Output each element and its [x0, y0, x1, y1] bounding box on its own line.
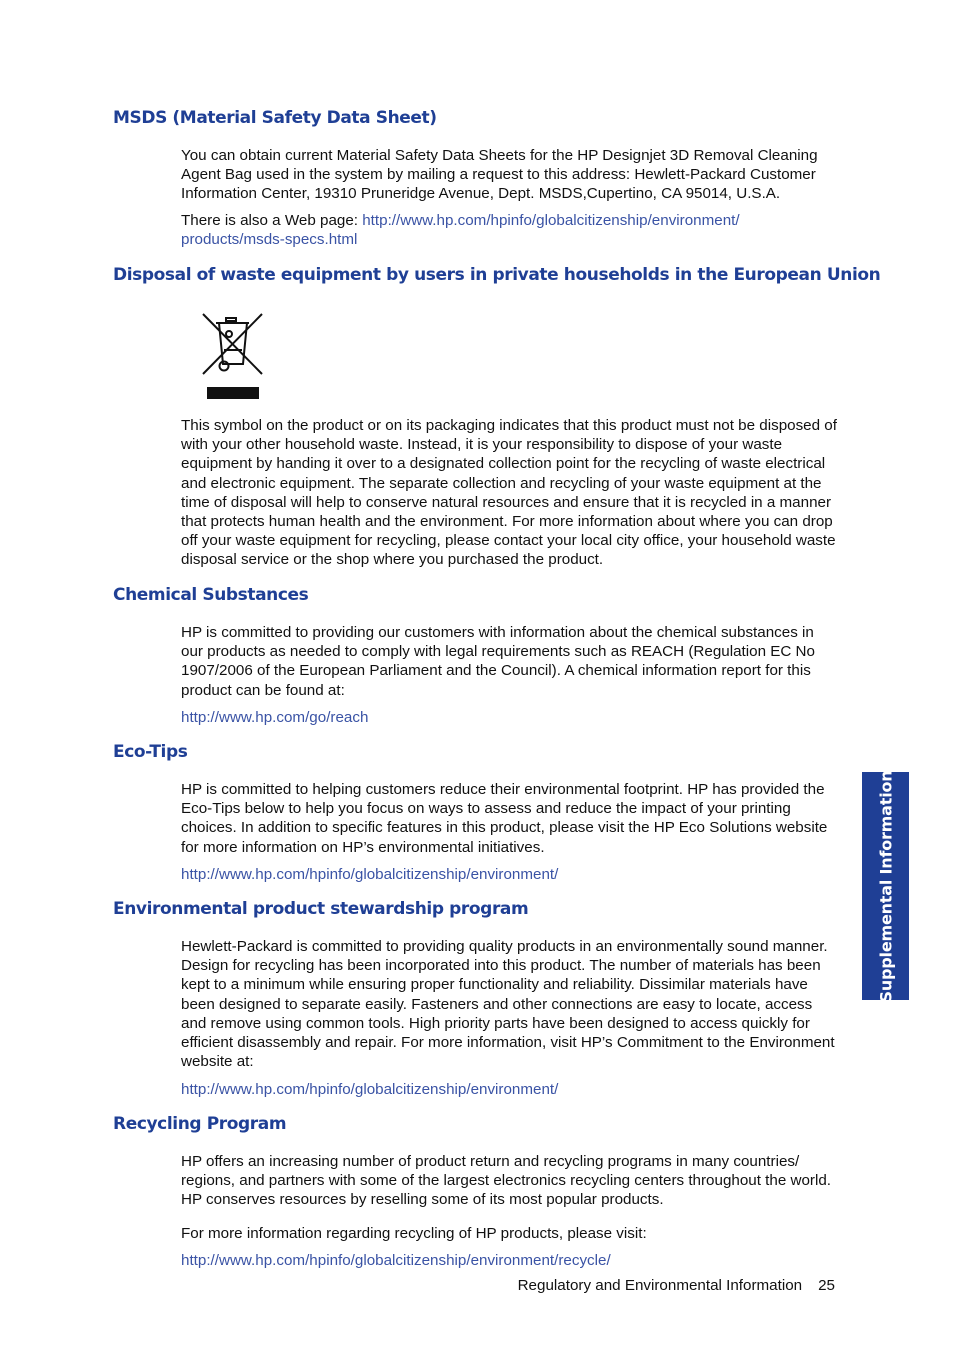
crossed-out-wheelie-bin-icon	[200, 310, 266, 402]
paragraph-weee: This symbol on the product or on its packaging indicates that this product must not be disposed of with your other household waste. Instead, it is your responsibility to dispose of your waste equipment by handing it over to a designated collection point for the recycling of waste electrical and electronic equipment. The separate collection and recycling of your waste equipment at the time of disposal will help to conserve natural resources and ensure that it is recycled in a manner that protects human health and the environment. For more information about where you can drop off your waste equipment for recycling, please contact your local city office, your household waste disposal service or the shop where you purchased the product.	[181, 417, 837, 569]
stewardship-link-line	[181, 1080, 839, 1099]
heading-ecotips: Eco-Tips	[113, 742, 188, 762]
footer-chapter: Regulatory and Environmental Information	[517, 1277, 803, 1294]
heading-weee: Disposal of waste equipment by users in private households in the European Union	[113, 265, 881, 285]
msds-link-line-1[interactable]: http://www.hp.com/hpinfo/globalcitizenship/environment/	[362, 212, 740, 229]
heading-stewardship: Environmental product stewardship program	[113, 899, 529, 919]
heading-msds: MSDS (Material Safety Data Sheet)	[113, 108, 437, 128]
side-tab-label: Supplemental Information	[876, 770, 896, 1002]
paragraph-msds: You can obtain current Material Safety Data Sheets for the HP Designjet 3D Removal Cleaning Agent Bag used in the system by mailing a request to this address: Hewlett-Packard Customer Information Center, 19310 Pruneridge Avenue, Dept. MSDS,Cupertino, CA 95014, U.S.A.	[181, 147, 818, 203]
side-tab	[862, 772, 909, 1000]
stewardship-link[interactable]: http://www.hp.com/hpinfo/globalcitizenship/environment/	[181, 1081, 559, 1098]
recycling-link[interactable]: http://www.hp.com/hpinfo/globalcitizenship/environment/recycle/	[181, 1252, 611, 1269]
heading-chemical: Chemical Substances	[113, 585, 309, 605]
paragraph-ecotips: HP is committed to helping customers reduce their environmental footprint. HP has provided the Eco-Tips below to help you focus on ways to assess and reduce the impact of your printing choices. In addition to specific features in this product, please visit the HP Eco Solutions website for more information on HP’s environmental initiatives.	[181, 781, 828, 856]
paragraph-recycling-visit: For more information regarding recycling of HP products, please visit:	[181, 1225, 647, 1242]
paragraph-recycling: HP offers an increasing number of product return and recycling programs in many countries/ regions, and partners with some of the largest electronics recycling centers throughout the world. HP conserves resources by reselling some of its most popular products.	[181, 1153, 832, 1209]
reach-link[interactable]: http://www.hp.com/go/reach	[181, 709, 369, 726]
ecotips-link[interactable]: http://www.hp.com/hpinfo/globalcitizenship/environment/	[181, 866, 559, 883]
paragraph-msds-web	[181, 211, 839, 249]
recycling-link-line	[181, 1251, 839, 1270]
msds-link-line-2[interactable]: products/msds-specs.html	[181, 231, 358, 249]
heading-recycling: Recycling Program	[113, 1114, 287, 1134]
page-footer	[460, 1277, 835, 1294]
chemical-link-line	[181, 708, 839, 727]
paragraph-stewardship: Hewlett-Packard is committed to providing quality products in an environmentally sound manner. Design for recycling has been incorporated into this product. The number of materials has been kept to a minimum while ensuring proper functionality and reliability. Dissimilar materials have been designed to separate easily. Fasteners and other connections are easy to locate, access and remove using common tools. High priority parts have been designed to access quickly for efficient disassembly and repair. For more information, visit HP’s Commitment to the Environment website at:	[181, 938, 835, 1071]
web-prefix: There is also a Web page:	[181, 212, 363, 229]
ecotips-link-line	[181, 865, 839, 884]
paragraph-chemical: HP is committed to providing our customers with information about the chemical substances in our products as needed to comply with legal requirements such as REACH (Regulation EC No 1907/2006 of the European Parliament and the Council). A chemical information report for this product can be found at:	[181, 624, 815, 699]
page-number: 25	[818, 1277, 835, 1294]
